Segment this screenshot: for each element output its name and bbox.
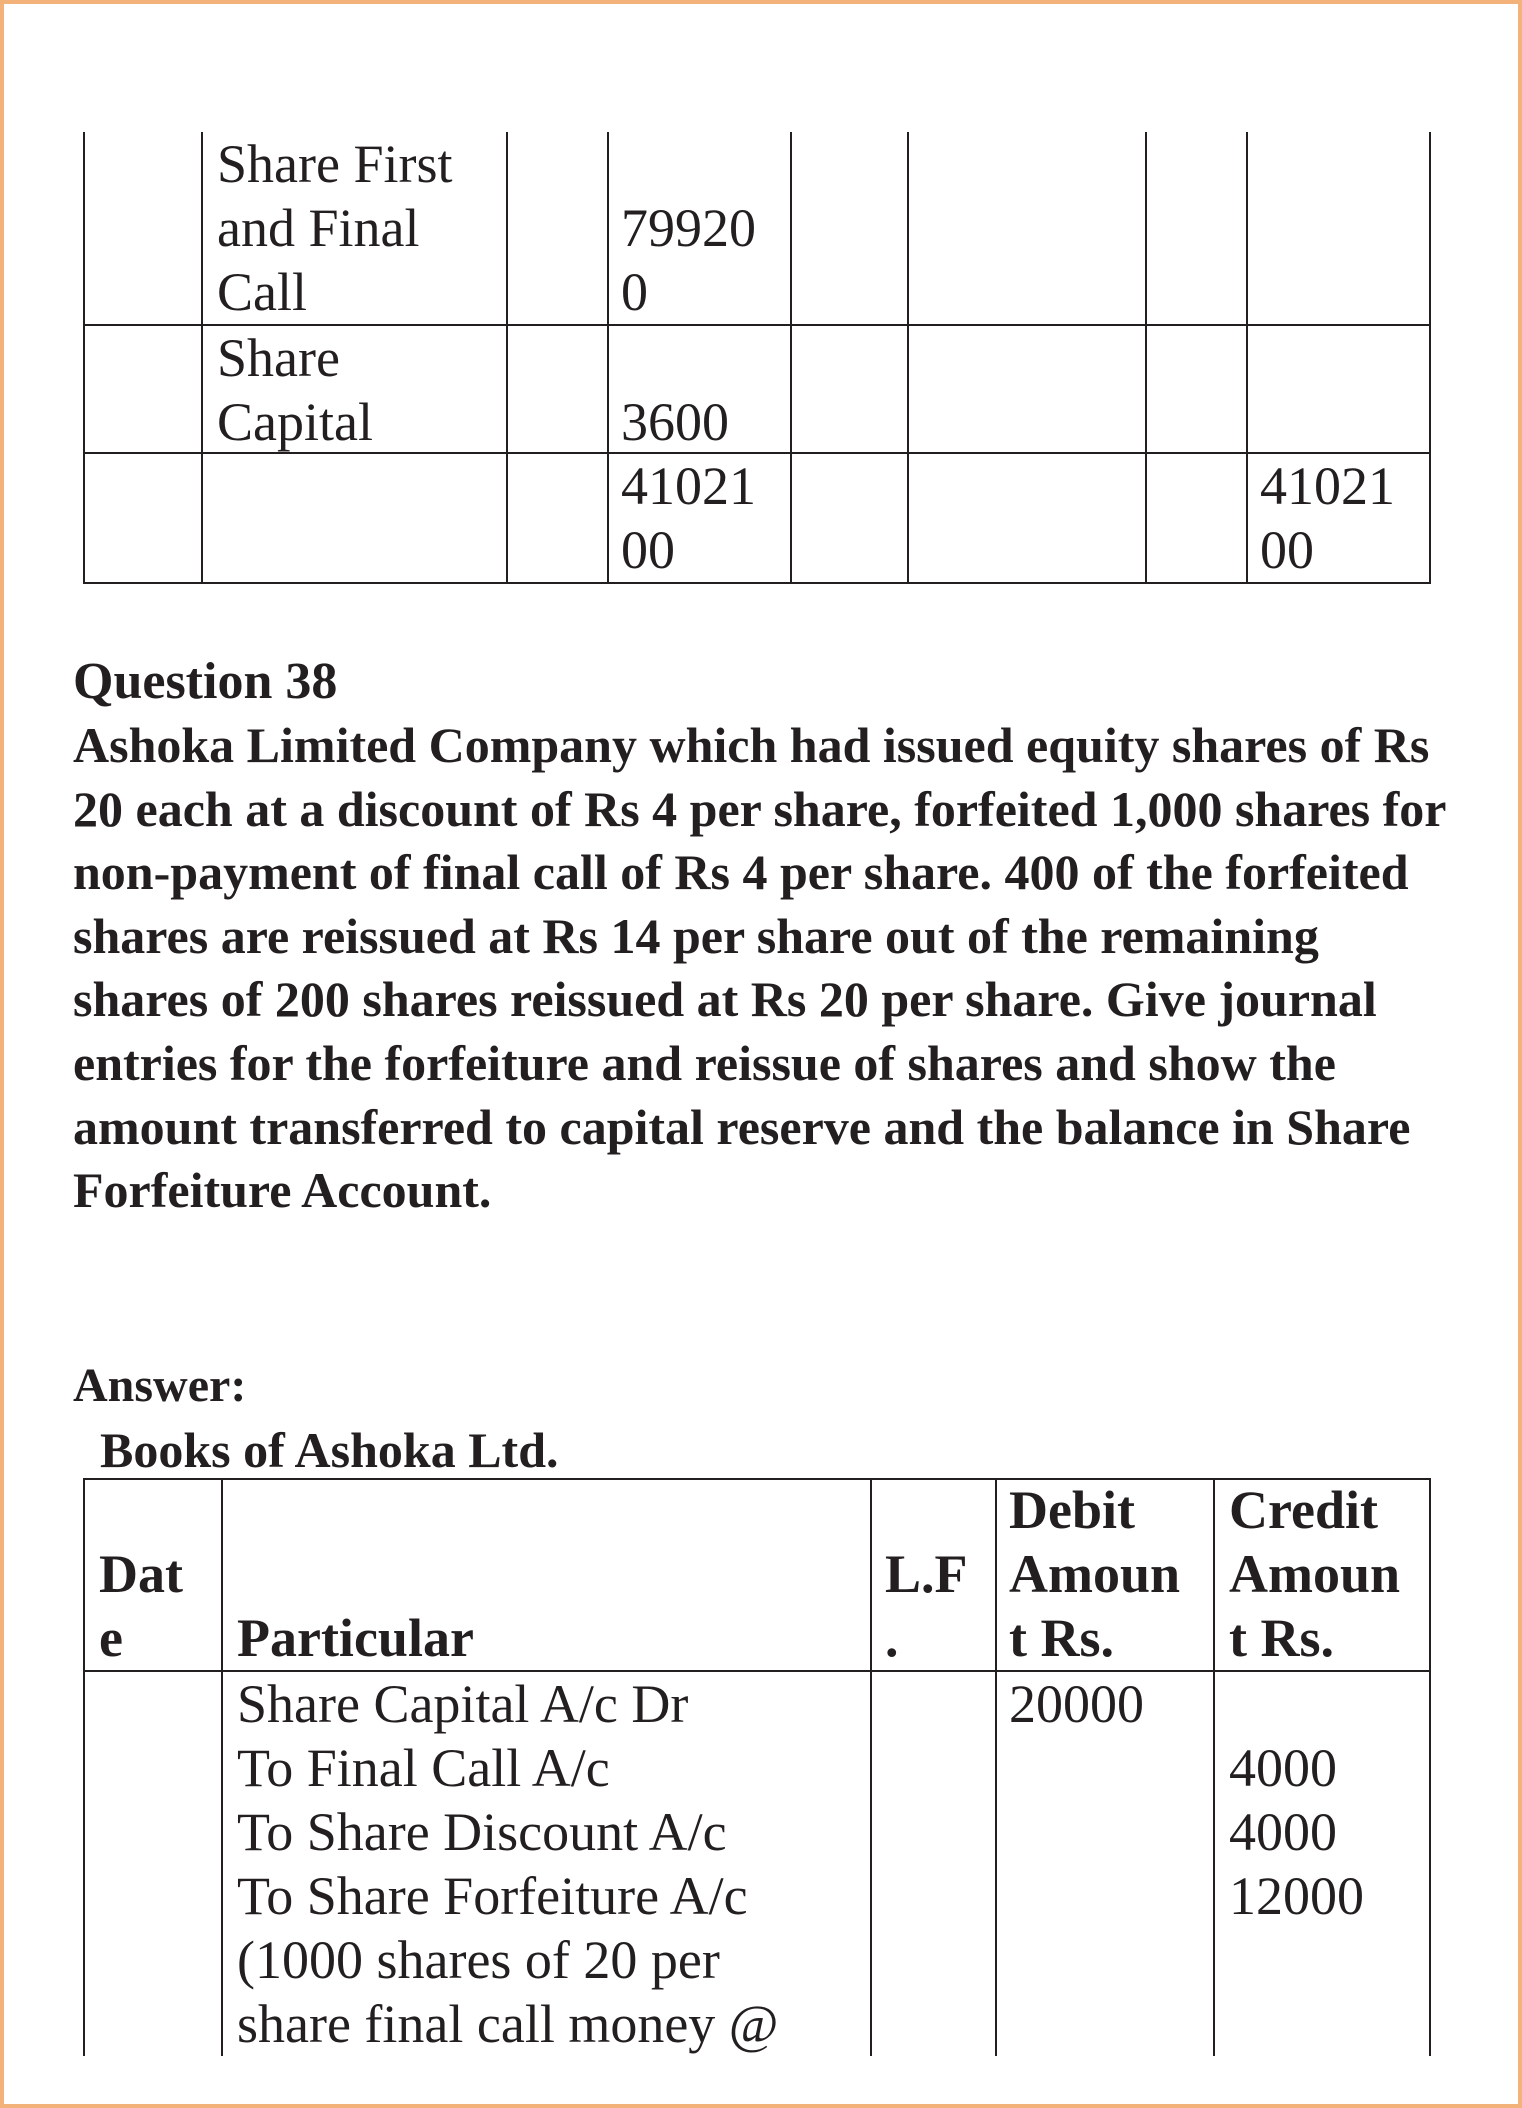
table-cell-total-debit: 41021 00 — [621, 456, 756, 580]
column-header-credit: Credit Amoun t Rs. — [1229, 1480, 1401, 1668]
table-border — [506, 132, 508, 584]
table-border — [1246, 132, 1248, 584]
question-title: Question 38 — [73, 653, 338, 710]
table-border — [607, 132, 609, 584]
table-cell-particular: Share Capital — [217, 328, 373, 452]
column-header-date: Dat e — [99, 1544, 183, 1668]
table-border — [1145, 132, 1147, 584]
table-border — [1213, 1478, 1215, 2056]
book-title: Books of Ashoka Ltd. — [100, 1422, 559, 1478]
column-header-particular: Particular — [237, 1608, 474, 1668]
table-border — [907, 132, 909, 584]
table-cell-debit: 3600 — [621, 392, 729, 452]
previous-journal-table — [83, 132, 1431, 584]
entry-debit: 20000 — [1009, 1674, 1144, 1734]
entry-credit: 4000 4000 12000 — [1229, 1738, 1364, 1926]
question-text: Ashoka Limited Company which had issued equity shares of Rs 20 each at a discount of Rs 4 per share, forfeited 1,000 shares for non-payment of final call of Rs 4 per share. 400 of the forfeited shares are reissued at Rs 14 per share out of the remaining shares of 200 shares reissued at Rs 20 per share. Give journal entries for the forfeiture and reissue of shares and show the amount transferred to capital reserve and the balance in Share Forfeiture Account. — [73, 717, 1446, 1219]
table-cell-particular: Share First and Final Call — [217, 134, 453, 322]
table-border — [870, 1478, 872, 2056]
table-border — [1429, 132, 1431, 584]
table-border — [1429, 1478, 1431, 2056]
table-border — [790, 132, 792, 584]
table-border — [201, 132, 203, 584]
column-header-debit: Debit Amoun t Rs. — [1009, 1480, 1181, 1668]
table-cell-debit: 79920 0 — [621, 198, 756, 322]
column-header-lf: L.F . — [885, 1544, 968, 1668]
table-border — [83, 1478, 85, 2056]
table-border — [83, 132, 85, 584]
answer-label: Answer: — [73, 1359, 247, 1412]
table-cell-total-credit: 41021 00 — [1260, 456, 1395, 580]
table-border — [995, 1478, 997, 2056]
entry-particular: Share Capital A/c Dr To Final Call A/c To Share Discount A/c To Share Forfeiture A/c (1000 shares of 20 per share final call money @ — [237, 1674, 779, 2054]
journal-table — [83, 1478, 1431, 2056]
table-border — [221, 1478, 223, 2056]
table-border — [83, 582, 1431, 584]
